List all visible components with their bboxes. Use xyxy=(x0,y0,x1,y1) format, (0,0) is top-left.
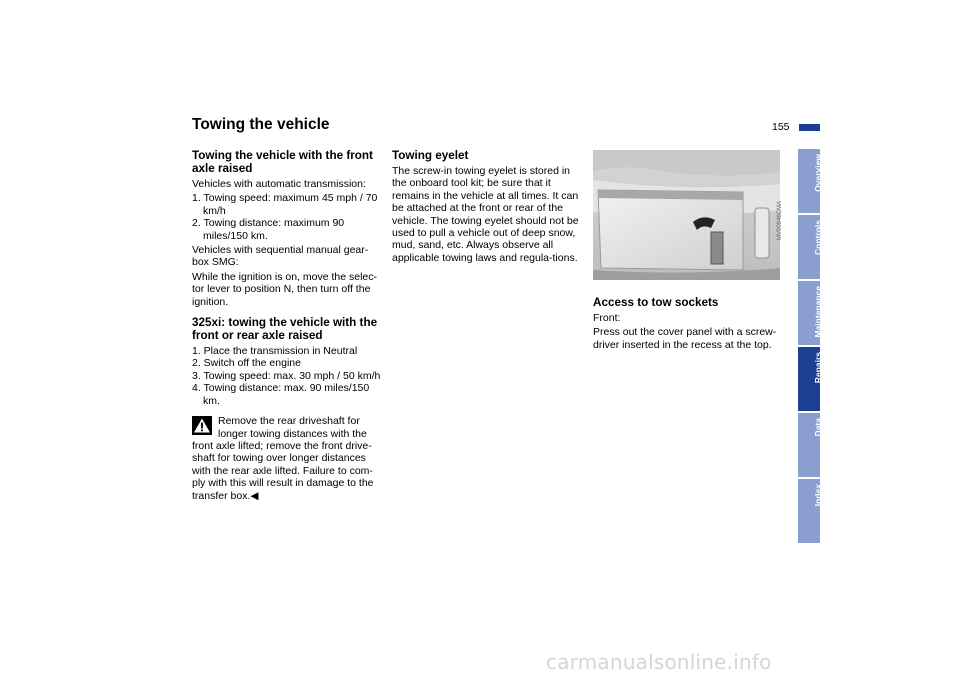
bumper-illustration xyxy=(593,150,780,280)
tab-label: Maintenance xyxy=(813,286,823,338)
smg-text: While the ignition is on, move the selec-tor lever to position N, then turn off the ignition. xyxy=(192,270,378,308)
smg-intro: Vehicles with sequential manual gear-box SMG: xyxy=(192,244,369,269)
list-item: 3. Towing speed: max. 30 mph / 50 km/h xyxy=(192,369,381,382)
list-item: 1. Place the transmission in Neutral xyxy=(192,345,358,358)
tab-label: Controls xyxy=(813,220,823,255)
tow-socket-photo xyxy=(593,150,780,280)
front-label: Front: xyxy=(593,312,621,324)
section-heading-front-axle: Towing the vehicle with the front axle raised xyxy=(192,149,373,175)
warning-text: Remove the rear driveshaft for longer towing distances with the front axle lifted; remove the front drive-shaft for towing over longer distances with the rear axle lifted. Failure to com-ply with this will result in damage to the transfer box.◀ xyxy=(192,415,374,502)
watermark: carmanualsonline.info xyxy=(546,650,772,674)
list-item: 2. Towing distance: maximum 90 miles/150 km. xyxy=(192,217,345,242)
page-number: 155 xyxy=(772,121,790,133)
list-item: 1. Towing speed: maximum 45 mph / 70 km/h xyxy=(192,192,378,217)
warning-note xyxy=(192,415,384,502)
warning-triangle-icon xyxy=(192,416,212,435)
tab-label: Index xyxy=(813,484,823,507)
section-heading-tow-sockets: Access to tow sockets xyxy=(593,296,719,309)
towing-eyelet-text: The screw-in towing eyelet is stored in the onboard tool kit; be sure that it remains in the vehicle at all times. It can be attached at the front or rear of the vehicle. The towing eyelet should not be used to pull a vehicle out of deep snow, mud, sand, etc. Always observe all applicable towing laws and regula-tions. xyxy=(392,165,579,264)
column-right xyxy=(593,296,785,353)
page-title: Towing the vehicle xyxy=(192,116,330,133)
tab-overview[interactable] xyxy=(798,149,823,213)
tab-label: Repairs xyxy=(813,352,823,384)
photo-code: MV00946CMA xyxy=(777,200,783,240)
tab-repairs[interactable] xyxy=(798,347,823,411)
tab-controls[interactable] xyxy=(798,215,823,279)
tab-data[interactable] xyxy=(798,413,823,477)
tab-label: Overview xyxy=(813,154,823,192)
page-number-bar xyxy=(799,124,820,131)
list-item: 2. Switch off the engine xyxy=(192,357,301,370)
automatic-steps xyxy=(192,192,384,242)
tab-maintenance[interactable] xyxy=(798,281,823,345)
section-heading-325xi: 325xi: towing the vehicle with the front or rear axle raised xyxy=(192,316,378,343)
tab-label: Data xyxy=(813,418,823,437)
325xi-steps xyxy=(192,345,384,407)
tab-index[interactable] xyxy=(798,479,823,543)
column-middle xyxy=(392,149,584,266)
automatic-intro: Vehicles with automatic transmission: xyxy=(192,178,366,190)
chapter-tabs xyxy=(798,149,823,545)
list-item: 4. Towing distance: max. 90 miles/150 km. xyxy=(192,382,370,407)
column-left xyxy=(192,149,384,502)
tow-sockets-text: Press out the cover panel with a screw-driver inserted in the recess at the top. xyxy=(593,326,777,351)
section-heading-towing-eyelet: Towing eyelet xyxy=(392,149,469,162)
